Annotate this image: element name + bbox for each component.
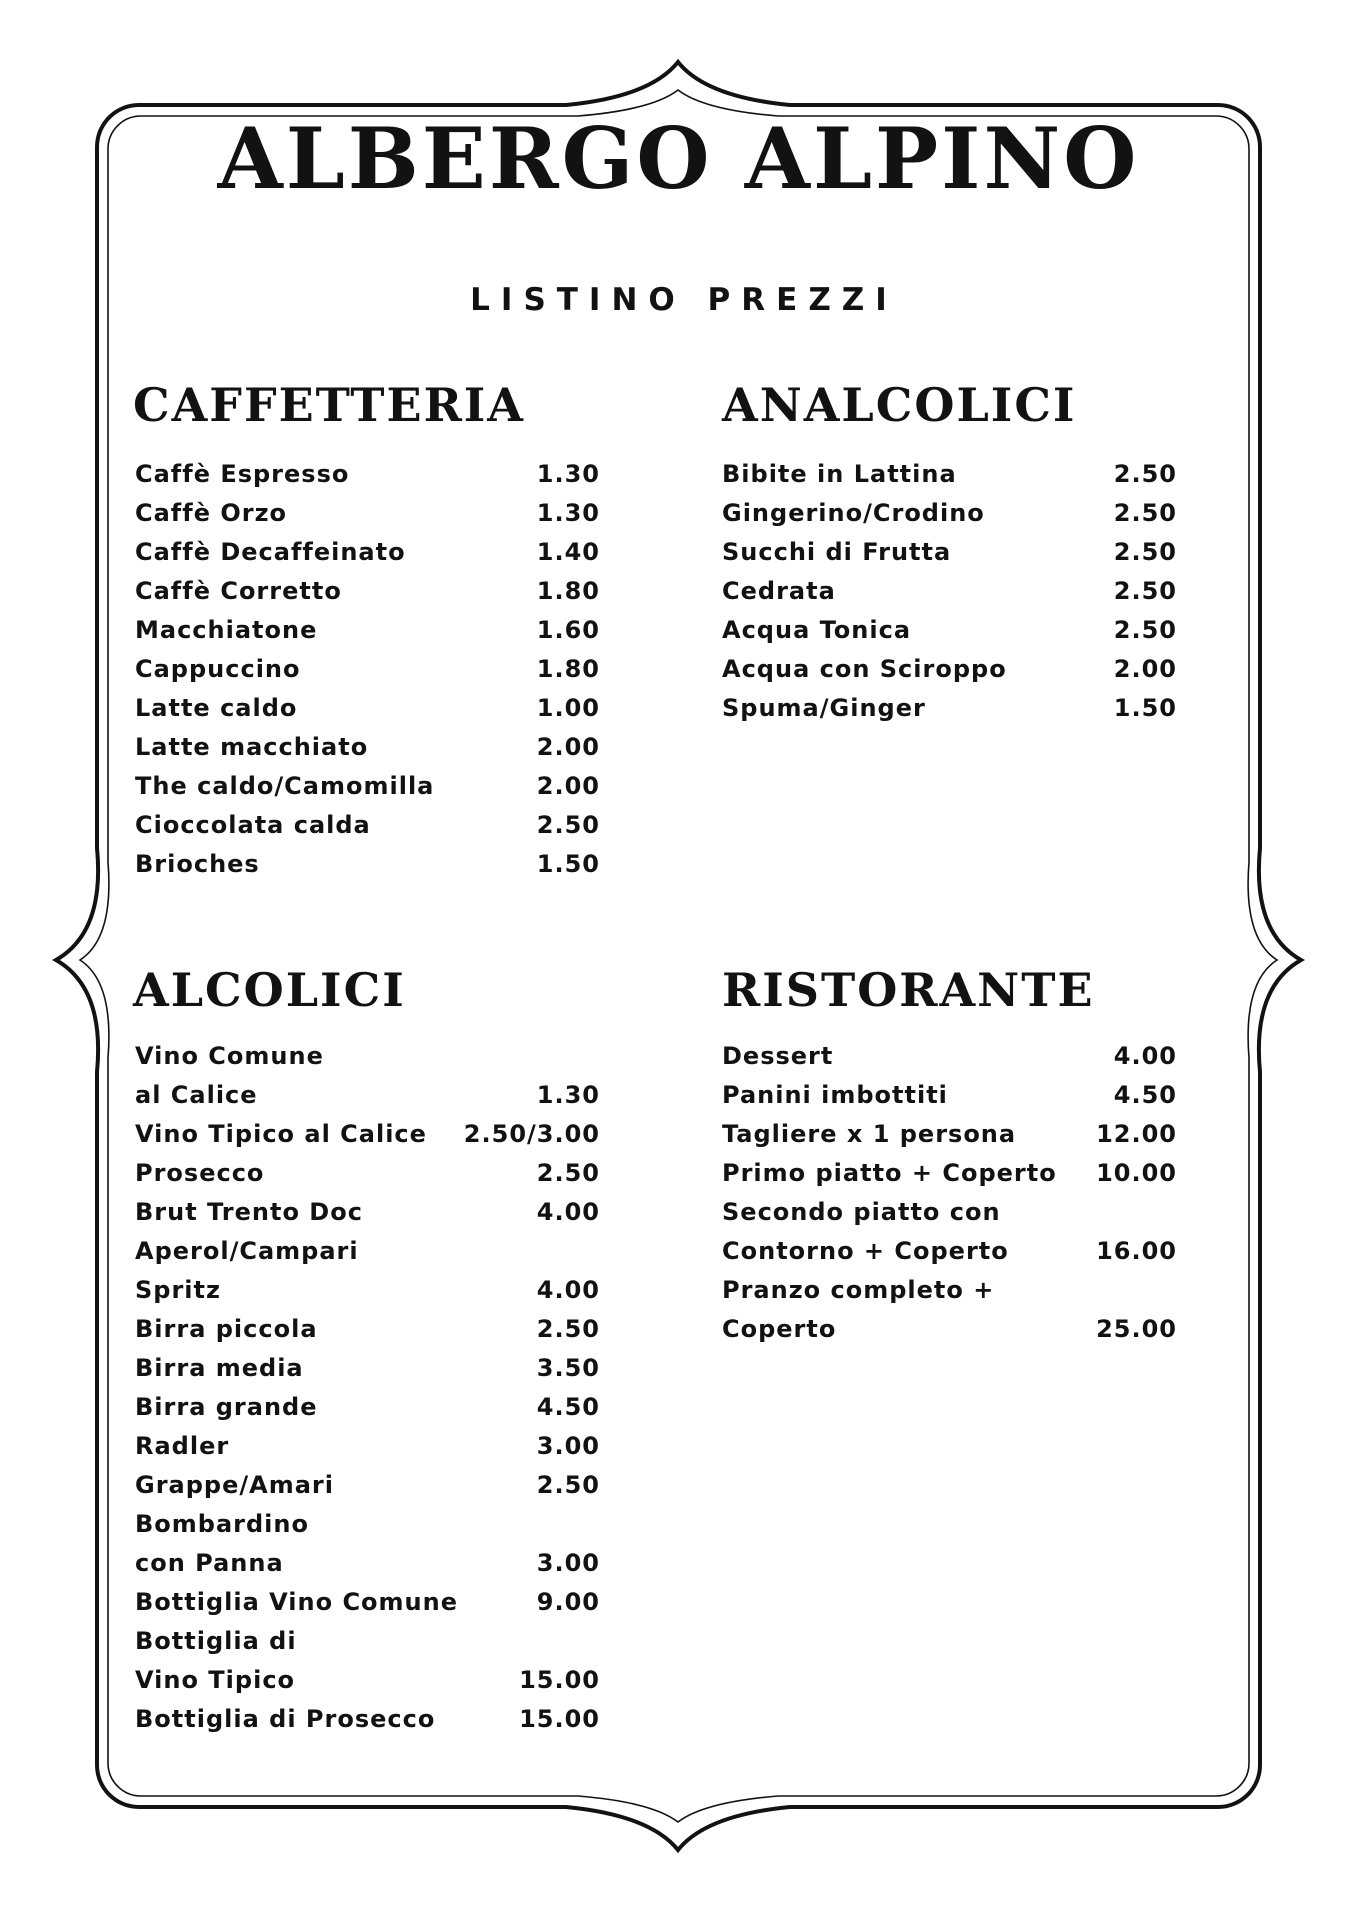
menu-item [135, 1310, 600, 1349]
menu-item [722, 494, 1177, 533]
menu-item [722, 1115, 1177, 1154]
menu-item-name: Tagliere x 1 persona [722, 1120, 1017, 1148]
menu-item-name: Vino Comune [135, 1042, 324, 1070]
menu-item [722, 1271, 1177, 1310]
menu-item-price: 2.50 [536, 1159, 600, 1187]
menu-item [135, 689, 600, 728]
menu-item [135, 1076, 600, 1115]
menu-item-name: Brut Trento Doc [135, 1198, 363, 1226]
menu-item-name: Bibite in Lattina [722, 460, 957, 488]
menu-item-price: 1.30 [536, 499, 600, 527]
menu-item-price: 4.50 [536, 1393, 600, 1421]
menu-item-name: Macchiatone [135, 616, 318, 644]
menu-item [722, 1232, 1177, 1271]
menu-item-price: 12.00 [1096, 1120, 1177, 1148]
menu-item-price: 4.00 [1113, 1042, 1177, 1070]
menu-item [135, 1232, 600, 1271]
menu-item-name: Spuma/Ginger [722, 694, 926, 722]
menu-item [135, 455, 600, 494]
menu-item-price: 2.00 [536, 772, 600, 800]
menu-item-price: 1.40 [536, 538, 600, 566]
menu-item [722, 572, 1177, 611]
menu-item [722, 650, 1177, 689]
menu-item-price: 2.00 [536, 733, 600, 761]
menu-item [722, 1076, 1177, 1115]
menu-item [135, 806, 600, 845]
menu-item-price: 25.00 [1096, 1315, 1177, 1343]
menu-item-name: The caldo/Camomilla [135, 772, 435, 800]
menu-list-alcolici [135, 1037, 600, 1739]
menu-item-name: Pranzo completo + [722, 1276, 995, 1304]
menu-item-name: Radler [135, 1432, 230, 1460]
menu-item-name: Grappe/Amari [135, 1471, 334, 1499]
menu-item [135, 1427, 600, 1466]
menu-item-price: 4.00 [536, 1276, 600, 1304]
menu-item-name: Gingerino/Crodino [722, 499, 985, 527]
menu-item-name: Coperto [722, 1315, 837, 1343]
menu-list-caffetteria [135, 455, 600, 884]
menu-item [722, 1193, 1177, 1232]
section-title-caffetteria: CAFFETTERIA [133, 378, 525, 432]
menu-item-price: 2.50/3.00 [463, 1120, 600, 1148]
menu-item-price: 9.00 [536, 1588, 600, 1616]
menu-item [135, 1700, 600, 1739]
menu-item [135, 1154, 600, 1193]
menu-item-name: Primo piatto + Coperto [722, 1159, 1057, 1187]
menu-item-name: Bottiglia di [135, 1627, 297, 1655]
menu-item-name: Bottiglia Vino Comune [135, 1588, 459, 1616]
menu-item-name: Secondo piatto con [722, 1198, 1001, 1226]
menu-item-price: 2.50 [536, 1315, 600, 1343]
menu-item-price: 1.50 [536, 850, 600, 878]
menu-item-price: 10.00 [1096, 1159, 1177, 1187]
menu-item-name: Caffè Espresso [135, 460, 350, 488]
menu-item [135, 767, 600, 806]
menu-item-name: Birra media [135, 1354, 304, 1382]
menu-item-price: 1.50 [1113, 694, 1177, 722]
menu-item [135, 845, 600, 884]
menu-item-price: 2.00 [1113, 655, 1177, 683]
menu-item [135, 1622, 600, 1661]
menu-item-price: 2.50 [536, 811, 600, 839]
menu-item [135, 728, 600, 767]
menu-item-name: Vino Tipico [135, 1666, 296, 1694]
menu-item [135, 1037, 600, 1076]
menu-item [135, 1505, 600, 1544]
menu-item-name: Cappuccino [135, 655, 301, 683]
menu-item-name: Caffè Orzo [135, 499, 288, 527]
menu-item-name: Contorno + Coperto [722, 1237, 1009, 1265]
menu-item-price: 4.50 [1113, 1081, 1177, 1109]
menu-item-price: 3.00 [536, 1549, 600, 1577]
menu-item [135, 1349, 600, 1388]
menu-item-price: 15.00 [519, 1705, 600, 1733]
menu-item-price: 1.30 [536, 1081, 600, 1109]
menu-item [135, 1544, 600, 1583]
menu-item-price: 1.80 [536, 655, 600, 683]
menu-item-name: Succhi di Frutta [722, 538, 952, 566]
menu-item [722, 1037, 1177, 1076]
menu-item-price: 2.50 [536, 1471, 600, 1499]
menu-item-name: Brioches [135, 850, 260, 878]
page-subtitle: LISTINO PREZZI [470, 282, 898, 318]
page-title: ALBERGO ALPINO [217, 109, 1140, 208]
menu-item-name: Dessert [722, 1042, 834, 1070]
menu-item [135, 1661, 600, 1700]
menu-item-price: 1.80 [536, 577, 600, 605]
menu-item-price: 1.60 [536, 616, 600, 644]
menu-item [722, 1154, 1177, 1193]
section-title-alcolici: ALCOLICI [133, 963, 406, 1017]
menu-item-name: al Calice [135, 1081, 258, 1109]
menu-item-name: Vino Tipico al Calice [135, 1120, 427, 1148]
section-title-analcolici: ANALCOLICI [722, 378, 1077, 432]
menu-item-name: Caffè Corretto [135, 577, 342, 605]
menu-item-price: 3.00 [536, 1432, 600, 1460]
menu-item-name: Cioccolata calda [135, 811, 371, 839]
menu-item [722, 1310, 1177, 1349]
menu-item-price: 1.00 [536, 694, 600, 722]
menu-item-price: 4.00 [536, 1198, 600, 1226]
menu-item-name: Spritz [135, 1276, 221, 1304]
menu-item-name: Prosecco [135, 1159, 265, 1187]
menu-item-name: Bottiglia di Prosecco [135, 1705, 436, 1733]
menu-item [135, 1193, 600, 1232]
menu-item-name: Latte caldo [135, 694, 298, 722]
menu-item-name: Acqua Tonica [722, 616, 912, 644]
menu-item [135, 1466, 600, 1505]
menu-item [722, 533, 1177, 572]
menu-item-name: Birra piccola [135, 1315, 318, 1343]
menu-item [722, 455, 1177, 494]
menu-item [135, 611, 600, 650]
menu-item [722, 689, 1177, 728]
menu-item-name: Cedrata [722, 577, 836, 605]
menu-item-price: 15.00 [519, 1666, 600, 1694]
menu-item-name: Birra grande [135, 1393, 318, 1421]
menu-item [135, 1388, 600, 1427]
menu-item-price: 2.50 [1113, 460, 1177, 488]
menu-item [135, 1583, 600, 1622]
menu-item-name: Latte macchiato [135, 733, 369, 761]
menu-item [722, 611, 1177, 650]
menu-item [135, 572, 600, 611]
menu-item [135, 533, 600, 572]
menu-list-ristorante [722, 1037, 1177, 1349]
menu-item-name: Panini imbottiti [722, 1081, 948, 1109]
menu-item-price: 2.50 [1113, 616, 1177, 644]
menu-item [135, 1271, 600, 1310]
menu-item-name: Caffè Decaffeinato [135, 538, 406, 566]
menu-item-name: Bombardino [135, 1510, 309, 1538]
menu-item-price: 1.30 [536, 460, 600, 488]
menu-item-name: Aperol/Campari [135, 1237, 359, 1265]
menu-item-price: 2.50 [1113, 577, 1177, 605]
menu-item-price: 2.50 [1113, 538, 1177, 566]
menu-item [135, 1115, 600, 1154]
section-title-ristorante: RISTORANTE [722, 963, 1095, 1017]
menu-item-name: con Panna [135, 1549, 284, 1577]
menu-item [135, 650, 600, 689]
menu-item-price: 2.50 [1113, 499, 1177, 527]
menu-item-price: 3.50 [536, 1354, 600, 1382]
menu-item-name: Acqua con Sciroppo [722, 655, 1007, 683]
menu-item-price: 16.00 [1096, 1237, 1177, 1265]
menu-list-analcolici [722, 455, 1177, 728]
menu-item [135, 494, 600, 533]
